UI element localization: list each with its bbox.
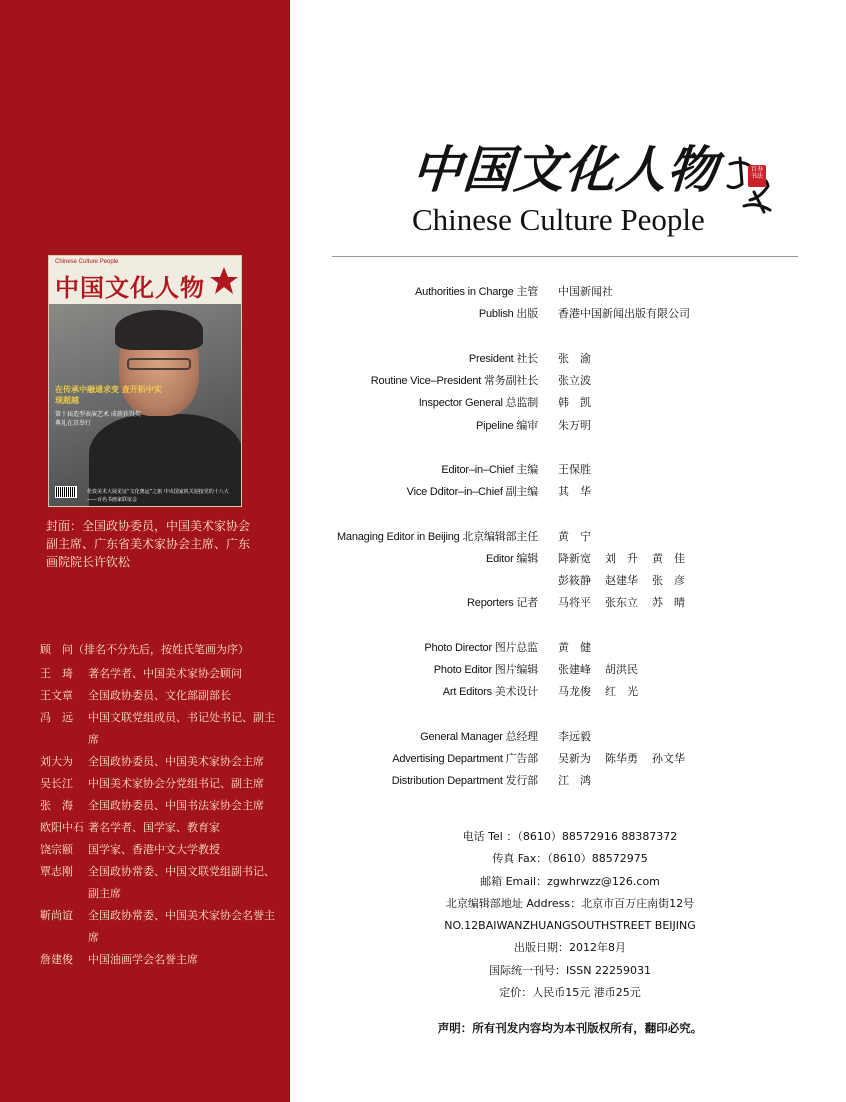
masthead-row <box>330 458 790 480</box>
advisor-item <box>40 795 280 817</box>
staff-name: 李远毅 <box>558 729 591 743</box>
advisor-role: 国学家、香港中文大学教授 <box>88 843 220 856</box>
barcode-icon <box>55 486 77 498</box>
advisor-item <box>40 949 280 971</box>
staff-names <box>558 661 790 677</box>
advisor-item <box>40 839 280 861</box>
masthead-row <box>330 569 790 591</box>
staff-name: 刘 升 <box>605 551 638 565</box>
staff-names <box>558 639 790 655</box>
role-label: Art Editors 美术设计 <box>442 686 538 699</box>
magazine-logo <box>409 140 721 238</box>
staff-name: 红 光 <box>605 685 638 699</box>
masthead-row <box>330 369 790 391</box>
portrait-glasses <box>127 358 191 370</box>
staff-name: 中国新闻社 <box>558 285 613 299</box>
advisor-item <box>40 773 280 795</box>
role-label: Managing Editor in Beijing 北京编辑部主任 <box>336 530 538 543</box>
magazine-cover-image <box>48 255 242 507</box>
staff-name: 彭筱静 <box>558 574 591 588</box>
staff-name: 胡洪民 <box>605 663 638 676</box>
staff-name: 黄 佳 <box>652 551 685 565</box>
staff-names <box>558 417 790 433</box>
staff-names <box>558 683 790 699</box>
role-label: Photo Editor 图片编辑 <box>433 664 538 676</box>
divider-line <box>332 256 798 257</box>
issn: 国际统一刊号：ISSN 22259031 <box>489 963 651 977</box>
staff-names <box>558 394 790 410</box>
masthead-row <box>330 524 790 546</box>
masthead-row <box>330 480 790 502</box>
cover-chinese-title: 中国文化人物 <box>55 273 205 302</box>
staff-names <box>558 350 790 366</box>
advisor-item <box>40 751 280 773</box>
role-label: Reporters 记者 <box>467 597 538 610</box>
price: 定价：人民币15元 港币25元 <box>499 986 641 1000</box>
role-label: Routine Vice–President 常务副社长 <box>370 375 538 388</box>
cover-subhead: 第十届造型表演艺术 成就获得奖典礼在京举行 <box>55 411 141 427</box>
logo-english-title: Chinese Culture People <box>412 202 705 237</box>
advisor-role: 著名学者、中国美术家协会顾问 <box>88 667 242 680</box>
advisor-name: 靳尚谊 <box>40 909 73 922</box>
masthead-row <box>330 636 790 658</box>
advisor-role: 全国政协委员、中国美术家协会主席 <box>88 755 264 768</box>
staff-name: 陈华勇 <box>605 751 638 765</box>
advisor-role: 中国文联党组成员、书记处书记、副主席 <box>88 711 275 746</box>
staff-names <box>558 305 790 321</box>
staff-name: 张建峰 <box>558 663 591 676</box>
staff-names <box>558 283 790 299</box>
cover-caption: 封面：全国政协委员，中国美术家协会副主席、广东省美术家协会主席、广东画院院长许钦松 <box>46 519 251 569</box>
advisor-item <box>40 663 280 685</box>
masthead-row <box>330 391 790 413</box>
left-sidebar-panel <box>0 0 290 1102</box>
address-english: NO.12BAIWANZHUANGSOUTHSTREET BEIJING <box>444 919 696 933</box>
staff-names <box>558 772 790 788</box>
staff-names <box>558 372 790 388</box>
staff-name: 香港中国新闻出版有限公司 <box>558 307 690 321</box>
masthead-row <box>330 680 790 702</box>
star-icon <box>209 266 239 296</box>
staff-name: 张立波 <box>558 374 591 388</box>
advisor-item <box>40 707 280 751</box>
contact-info <box>400 826 740 1004</box>
staff-name: 王保胜 <box>558 462 591 476</box>
staff-names <box>558 750 790 766</box>
masthead-row <box>330 658 790 680</box>
advisor-name: 王文章 <box>40 689 73 702</box>
masthead-row <box>330 547 790 569</box>
publish-date: 出版日期：2012年8月 <box>514 941 626 955</box>
advisor-role: 著名学者、国学家、教育家 <box>88 821 220 834</box>
staff-names <box>558 461 790 477</box>
advisor-name: 詹建俊 <box>40 953 73 966</box>
staff-name: 吴新为 <box>558 751 591 765</box>
masthead-row <box>330 747 790 769</box>
advisor-name: 吴长江 <box>40 777 73 790</box>
masthead-row <box>330 591 790 613</box>
staff-names <box>558 594 790 610</box>
role-label: President 社长 <box>468 352 538 365</box>
role-label: Publish 出版 <box>478 308 538 321</box>
staff-names <box>558 728 790 744</box>
advisor-item <box>40 817 280 839</box>
staff-name: 马龙俊 <box>558 685 591 699</box>
staff-names <box>558 572 790 588</box>
masthead-row <box>330 413 790 435</box>
advisor-item <box>40 905 280 949</box>
role-label: Photo Director 图片总监 <box>424 641 538 654</box>
advisor-name: 刘大为 <box>40 755 73 768</box>
logo-chinese-title: 中国文化人物 <box>409 140 721 199</box>
email: 邮箱 Email：zgwhrwzz@126.com <box>480 874 660 888</box>
advisor-role: 全国政协委员、中国书法家协会主席 <box>88 799 264 812</box>
advisor-name: 覃志刚 <box>40 865 73 878</box>
portrait-hair <box>115 310 203 350</box>
staff-name: 黄 宁 <box>558 529 591 543</box>
staff-name: 黄 健 <box>558 640 591 654</box>
red-seal-stamp: 百寿 书法 <box>748 165 766 187</box>
role-label: Inspector General 总监制 <box>418 397 538 410</box>
staff-name: 韩 凯 <box>558 396 591 410</box>
role-label: Editor 编辑 <box>486 552 538 565</box>
staff-name: 孙文华 <box>652 751 685 765</box>
staff-name: 赵建华 <box>605 574 638 588</box>
advisors-list <box>40 641 280 971</box>
staff-name: 苏 晴 <box>652 596 685 610</box>
advisor-name: 冯 远 <box>40 711 73 724</box>
advisor-name: 王 琦 <box>40 667 73 680</box>
role-label: Distribution Department 发行部 <box>391 775 538 788</box>
advisor-name: 张 海 <box>40 799 73 812</box>
copyright-notice: 声明：所有刊发内容均为本刊版权所有，翻印必究。 <box>437 1021 703 1035</box>
advisor-role: 全国政协常委、中国文联党组副书记、副主席 <box>88 865 275 900</box>
cover-headline: 在传承中融通求变 查开拓中实现超越 <box>55 385 162 405</box>
role-label: Authorities in Charge 主管 <box>415 286 538 299</box>
staff-names <box>558 483 790 499</box>
staff-name: 张 渝 <box>558 351 591 365</box>
masthead-staff-list <box>330 280 790 791</box>
advisor-role: 中国美术家协会分党组书记、副主席 <box>88 777 264 790</box>
staff-name: 其 华 <box>558 485 591 499</box>
role-label: General Manager 总经理 <box>420 730 538 743</box>
fax: 传真 Fax：（8610）88572975 <box>492 852 648 866</box>
masthead-row <box>330 347 790 369</box>
cover-english-title: Chinese Culture People <box>55 259 119 265</box>
advisor-item <box>40 685 280 707</box>
staff-name: 马将平 <box>558 596 591 610</box>
advisor-name: 饶宗颐 <box>40 843 73 856</box>
advisor-item <box>40 861 280 905</box>
cover-masthead <box>49 256 241 304</box>
role-label: Vice Dditor–in–Chief 副主编 <box>406 486 538 499</box>
masthead-row <box>330 280 790 302</box>
role-label: Pipeline 编审 <box>476 419 538 432</box>
masthead-row <box>330 769 790 791</box>
role-label: Advertising Department 广告部 <box>392 752 538 765</box>
staff-name: 张 彦 <box>652 574 685 588</box>
address-chinese: 北京编辑部地址 Address：北京市百万庄南街12号 <box>445 896 695 910</box>
telephone: 电话 Tel ：（8610）88572916 88387372 <box>462 830 678 843</box>
advisor-role: 全国政协委员、文化部副部长 <box>88 689 231 702</box>
cover-footer-text: 伦敦美术大展见证“文化奥运”之旅 中央国家机关迎接党的十八大——百名书画家联谊会 <box>87 489 229 503</box>
staff-names <box>558 550 790 566</box>
role-label: Editor–in–Chief 主编 <box>441 463 538 476</box>
masthead-row <box>330 724 790 746</box>
staff-name: 江 鸿 <box>558 774 591 788</box>
advisor-name: 欧阳中石 <box>40 821 84 834</box>
staff-names <box>558 528 790 544</box>
staff-name: 朱万明 <box>558 418 591 432</box>
advisors-heading: 顾 问（排名不分先后，按姓氏笔画为序） <box>40 643 249 656</box>
staff-name: 降新宽 <box>558 551 591 565</box>
advisor-role: 全国政协常委、中国美术家协会名誉主席 <box>88 909 275 944</box>
staff-name: 张东立 <box>605 596 638 610</box>
masthead-row <box>330 302 790 324</box>
advisor-role: 中国油画学会名誉主席 <box>88 953 198 966</box>
